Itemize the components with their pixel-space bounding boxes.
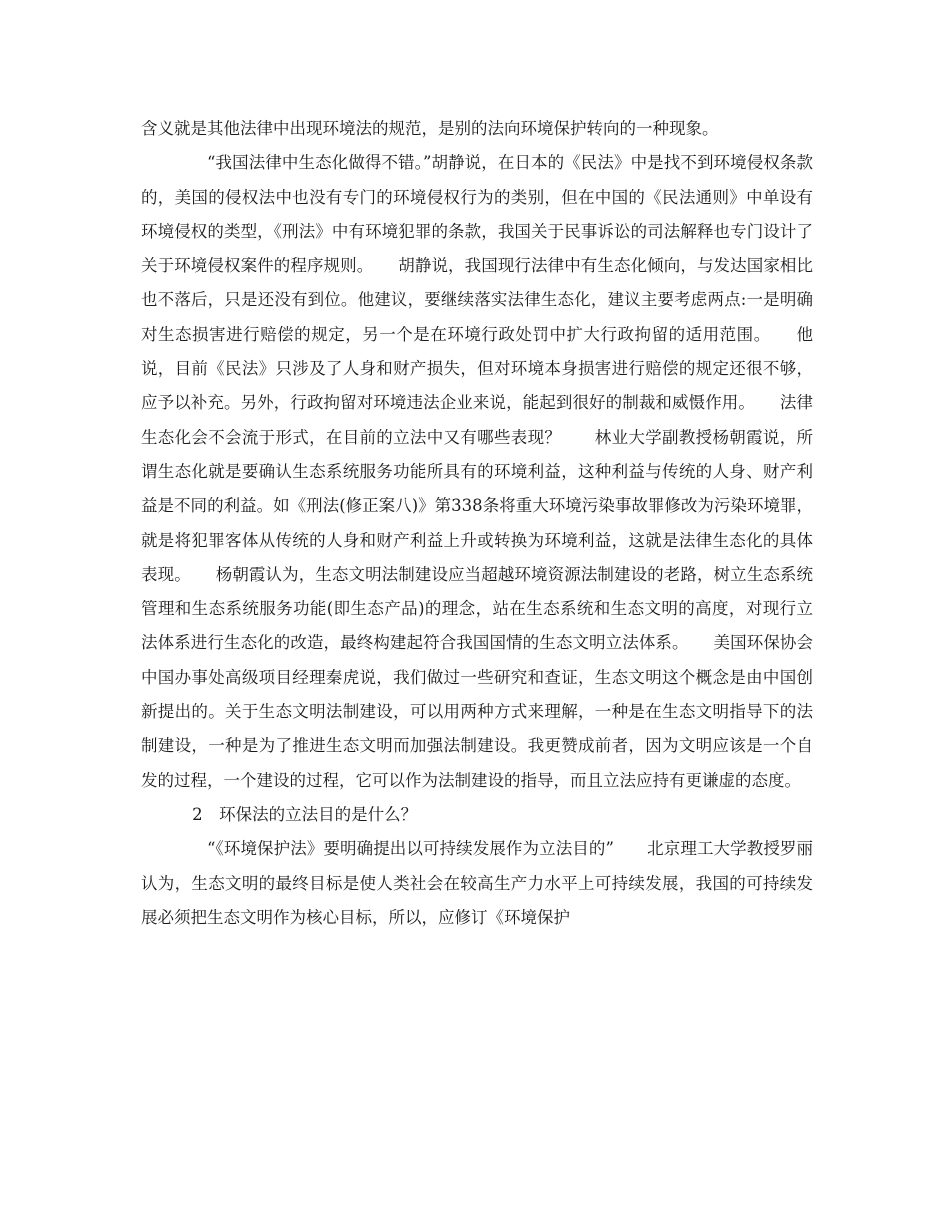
paragraph-continuation: 含义就是其他法律中出现环境法的规范，是别的法向环境保护转向的一种现象。 [141,119,719,138]
document-body [141,112,813,935]
paragraph-section-2: “《环境保护法》要明确提出以可持续发展作为立法目的” 北京理工大学教授罗丽认为，生态文明的最终目标是使人类社会在较高生产力水平上可持续发展，我国的可持续发展必须把生态文明作为核心目标，所以，应修订《环境保护 [141,839,813,927]
section-heading: 2 环保法的立法目的是什么？ [192,804,418,824]
paragraph-main: “我国法律中生态化做得不错。”胡静说，在日本的《民法》中是找不到环境侵权条款的，美国的侵权法中也没有专门的环境侵权行为的类别，但在中国的《民法通则》中单设有环境侵权的类型，《刑法》中有环境犯罪的条款，我国关于民事诉讼的司法解释也专门设计了关于环境侵权案件的程序规则。 胡静说，我国现行法律中有生态化倾向，与发达国家相比也不落后，只是还没有到位。他建议，要继续落实法律生态化，建议主要考虑两点:一是明确对生态损害进行赔偿的规定，另一个是在环境行政处罚中扩大行政拘留的适用范围。 他说，目前《民法》只涉及了人身和财产损失，但对环境本身损害进行赔偿的规定还很不够，应予以补充。另外，行政拘留对环境违法企业来说，能起到很好的制裁和威慑作用。 法律生态化会不会流于形式，在目前的立法中又有哪些表现？ 林业大学副教授杨朝霞说，所谓生态化就是要确认生态系统服务功能所具有的环境利益，这种利益与传统的人身、财产利益是不同的利益。如《刑法(修正案八)》第338条将重大环境污染事故罪修改为污染环境罪，就是将犯罪客体从传统的人身和财产利益上升或转换为环境利益，这就是法律生态化的具体表现。 杨朝霞认为，生态文明法制建设应当超越环境资源法制建设的老路，树立生态系统管理和生态系统服务功能(即生态产品)的理念，站在生态系统和生态文明的高度，对现行立法体系进行生态化的改造，最终构建起符合我国国情的生态文明立法体系。 美国环保协会中国办事处高级项目经理秦虎说，我们做过一些研究和查证，生态文明这个概念是由中国创新提出的。关于生态文明法制建设，可以用两种方式来理解，一种是在生态文明指导下的法制建设，一种是为了推进生态文明而加强法制建设。我更赞成前者，因为文明应该是一个自发的过程，一个建设的过程，它可以作为法制建设的指导，而且立法应持有更谦虚的态度。 [141,153,813,790]
